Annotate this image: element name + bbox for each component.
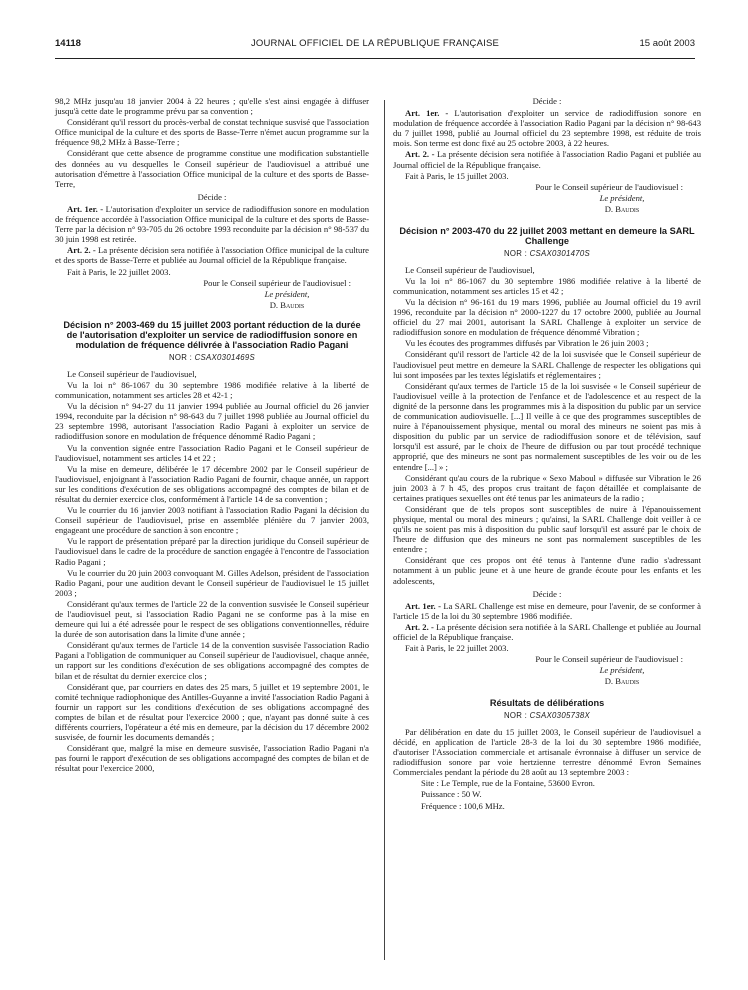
- page-header: [55, 36, 695, 52]
- header-rule: [55, 58, 695, 59]
- signature-line: Pour le Conseil supérieur de l'audiovisuel :: [535, 181, 683, 192]
- paragraph: Considérant que, malgré la mise en demeure susvisée, l'association Radio Pagani n'a pas fourni le rapport d'exécution de ses obligations accompagné des comptes de bilan et de résultat pour l'exercice 2000,: [55, 743, 369, 774]
- paragraph: Considérant qu'aux termes de l'article 22 de la convention susvisée le Conseil supérieur de l'audiovisuel peut, si l'association Radio Pagani ne se conforme pas à la mise en demeure qui lui a été adressée pour le respect de ses obligations conventionnelles, réduire la durée de son autorisation dans la limite d'une année ;: [55, 598, 369, 640]
- paragraph: Vu le rapport de présentation préparé par la direction juridique du Conseil supérieur de l'audiovisuel dans le cadre de la procédure de sanction engagée à l'encontre de l'association Radio Pagani ;: [55, 536, 369, 567]
- signature-role: Le président,: [599, 665, 645, 676]
- signature-name: D. Baudis: [269, 299, 305, 310]
- nor-reference: [393, 249, 701, 259]
- article-text: L'autorisation d'exploiter un service de radiodiffusion sonore en modulation de fréquence accordée à l'association Office municipal de la culture et des sports de Basse-Terre par la décision n° 93-705 du 26 octobre 1993 reconduite par la décision n° 98-537 du 30 juin 1998 est retirée.: [55, 203, 369, 245]
- right-column: [393, 96, 701, 812]
- paragraph: Le Conseil supérieur de l'audiovisuel,: [405, 264, 535, 275]
- signature-name: D. Baudis: [604, 203, 640, 214]
- decision-title: Décision n° 2003-469 du 15 juillet 2003 portant réduction de la durée de l'autorisation d'exploiter un service de radiodiffusion sonore en modulation de fréquence délivrée à l'association Radio Pagani: [63, 319, 361, 351]
- done-at: Fait à Paris, le 22 juillet 2003.: [67, 266, 171, 277]
- article-1: [393, 108, 701, 148]
- article-label: Art. 2. -: [405, 149, 435, 160]
- decide-heading: Décide :: [532, 96, 562, 106]
- paragraph: Vu la décision n° 94-27 du 11 janvier 1994 publiée au Journal officiel du 26 janvier 1994, reconduite par la décision n° 98-643 du 7 juillet 1998 publiée au Journal officiel du 23 septembre 1998, autorisant l'association Radio Pagani à exploiter un service de radiodiffusion sonore en modulation de fréquence dénommé Radio Pagani ;: [55, 401, 369, 442]
- paragraph: Vu la mise en demeure, délibérée le 17 décembre 2002 par le Conseil supérieur de l'audiovisuel, enjoignant à l'association Radio Pagani de fournir, chaque année, un rapport sur les conditions d'exécution de ses obligations accompagné des comptes de bilan et de résultat du dernier exercice clos, conformément à l'article 14 de sa convention ;: [55, 463, 369, 504]
- article-text: La SARL Challenge est mise en demeure, pour l'avenir, de se conformer à l'article 15 de la loi du 30 septembre 1986 modifiée.: [393, 600, 701, 621]
- nor-label: NOR :: [503, 248, 530, 258]
- paragraph: Vu la loi n° 86-1067 du 30 septembre 1986 modifiée relative à la liberté de communication, notamment ses articles 28 et 42-1 ;: [55, 379, 369, 401]
- paragraph: Considérant que ces propos ont été tenus à l'antenne d'une radio s'adressant notamment à un public jeune et à une heure de grande écoute pour les enfants et les adolescents,: [393, 555, 701, 586]
- article-label: Art. 1er. -: [405, 108, 449, 119]
- article-text: La présente décision sera notifiée à l'association Office municipal de la culture et des sports de Basse-Terre et publiée au Journal officiel de la République française.: [55, 245, 369, 266]
- article-label: Art. 2. -: [67, 245, 96, 256]
- paragraph: Vu la convention signée entre l'association Radio Pagani et le Conseil supérieur de l'audiovisuel, notamment ses articles 14 et 22 ;: [55, 442, 369, 463]
- nor-label: NOR :: [503, 710, 530, 720]
- paragraph: Vu le courrier du 16 janvier 2003 notifiant à l'association Radio Pagani la décision du Conseil supérieur de l'audiovisuel, prise en assemblée plénière du 7 janvier 2003, engageant une procédure de sanction à son encontre ;: [55, 505, 369, 536]
- nor-label: NOR :: [168, 352, 195, 362]
- frequency-line: Fréquence : 100,6 MHz.: [421, 800, 505, 811]
- paragraph: Le Conseil supérieur de l'audiovisuel,: [67, 368, 197, 379]
- signature-role: Le président,: [599, 192, 645, 203]
- paragraph: Considérant qu'il ressort du procès-verbal de constat technique susvisé que l'association Office municipal de la culture et des sports de Basse-Terre n'émet aucun programme sur la fréquence 98,2 MHz à Basse-Terre ;: [55, 117, 369, 148]
- article-label: Art. 1er. -: [67, 203, 104, 214]
- paragraph: Par délibération en date du 15 juillet 2003, le Conseil supérieur de l'audiovisuel a décidé, en application de l'article 28-3 de la loi du 30 septembre 1986 modifiée, d'autoriser l'Association commerciale et artisanale évronnaise à diffuser un service de radiodiffusion sonore par voie hertzienne terrestre dénommé Evron Semaines Commerciales pendant la période du 28 août au 13 septembre 2003 :: [393, 726, 701, 778]
- article-2: [393, 149, 701, 169]
- page-number: 14118: [55, 38, 81, 49]
- paragraph: Vu la décision n° 96-161 du 19 mars 1996, publiée au Journal officiel du 19 avril 1996, reconduite par la décision n° 2000-1227 du 17 octobre 2000, publiée au Journal officiel du 27 mai 2001, autorisant la SARL Challenge à exploiter un service de radiodiffusion sonore en modulation de fréquence dénommé Vibration ;: [393, 297, 701, 338]
- nor-code: CSAX0305738X: [529, 710, 590, 720]
- article-text: L'autorisation d'exploiter un service de radiodiffusion sonore en modulation de fréquence accordée à l'association Radio Pagani par la décision n° 98-643 du 7 juillet 1998, publié au Journal officiel du 23 septembre 1998, est réduite de trois mois. Son terme est donc fixé au 25 octobre 2003, à 22 heures.: [393, 108, 701, 149]
- paragraph: Considérant qu'aux termes de l'article 15 de la loi susvisée « le Conseil supérieur de l'audiovisuel veille à la protection de l'enfance et de l'adolescence et au respect de la dignité de la personne dans les programmes mis à la disposition du public par un service de communication audiovisuelle. [...] Il veille à ce que des programmes susceptibles de nuire à l'épanouissement physique, mental ou moral des mineurs ne soient pas mis à disposition du public par un service de radiodiffusion sonore et de télévision, sauf lorsqu'il est assuré, par le choix de l'heure de diffusion ou par tout procédé technique approprié, que des mineurs ne sont pas normalement susceptibles de les voir ou de les entendre [...] » ;: [393, 380, 701, 472]
- paragraph: Vu les écoutes des programmes diffusés par Vibration le 26 juin 2003 ;: [405, 338, 649, 349]
- site-line: Site : Le Temple, rue de la Fontaine, 53600 Evron.: [421, 778, 595, 789]
- decide-heading: Décide :: [532, 588, 562, 599]
- article-text: La présente décision sera notifiée à la SARL Challenge et publiée au Journal officiel de la République française.: [393, 621, 701, 642]
- column-divider: [384, 100, 385, 960]
- done-at: Fait à Paris, le 15 juillet 2003.: [405, 170, 509, 181]
- nor-reference: [55, 353, 369, 363]
- nor-reference: [393, 711, 701, 721]
- article-1: [393, 601, 701, 621]
- article-2: [55, 245, 369, 265]
- article-label: Art. 1er. -: [405, 600, 441, 611]
- article-text: La présente décision sera notifiée à l'association Radio Pagani et publiée au Journal officiel de la République française.: [393, 149, 701, 170]
- results-title: Résultats de délibérations: [489, 698, 605, 709]
- paragraph: 98,2 MHz jusqu'au 18 janvier 2004 à 22 heures ; qu'elle s'est ainsi engagée à diffuser jusqu'à cette date le programme prévu par sa convention ;: [55, 96, 369, 117]
- paragraph: Vu la loi n° 86-1067 du 30 septembre 1986 modifiée relative à la liberté de communication, notamment ses articles 15 et 42 ;: [393, 275, 701, 296]
- signature-name: D. Baudis: [604, 676, 640, 687]
- done-at: Fait à Paris, le 22 juillet 2003.: [405, 643, 509, 654]
- paragraph: Considérant que cette absence de programme constitue une modification substantielle des données au vu desquelles le Conseil supérieur de l'audiovisuel a attribué une autorisation d'émettre à l'association Office municipal de la culture et des sports de Basse-Terre,: [55, 148, 369, 189]
- signature-line: Pour le Conseil supérieur de l'audiovisuel :: [203, 277, 351, 288]
- nor-code: CSAX0301469S: [194, 352, 255, 362]
- paragraph: Considérant qu'il ressort de l'article 42 de la loi susvisée que le Conseil supérieur de l'audiovisuel peut mettre en demeure la SARL Challenge de respecter les obligations qui lui sont imposées par les textes législatifs et réglementaires ;: [393, 349, 701, 380]
- paragraph: Considérant que de tels propos sont susceptibles de nuire à l'épanouissement physique, mental ou moral des mineurs ; qu'ainsi, la SARL Challenge doit veiller à ce qu'ils ne soient pas mis à disposition du public sauf lorsqu'il est assuré par le choix de l'heure de diffusion que des mineurs ne sont pas normalement susceptibles de les entendre ;: [393, 503, 701, 555]
- power-line: Puissance : 50 W.: [421, 789, 482, 800]
- issue-date: 15 août 2003: [639, 38, 695, 49]
- paragraph: Considérant qu'au cours de la rubrique « Sexo Maboul » diffusée sur Vibration le 26 juin 2003 à 7 h 45, des propos crus traitant de façon détaillée et complaisante de certaines pratiques sexuelles ont été tenus par les animateurs de la radio ;: [393, 472, 701, 503]
- article-2: [393, 622, 701, 642]
- paragraph: Considérant que, par courriers en dates des 25 mars, 5 juillet et 19 septembre 2001, le comité technique radiophonique des Antilles-Guyanne a invité l'association Radio Pagani à fournir un rapport sur les conditions d'exécution de ses obligations accompagné des comptes de bilan et de résultat pour l'exercice 2000 ; que, n'ayant pas donné suite à ces différents courriers, l'opérateur a été mis en demeure, par la décision du 17 décembre 2002 susvisée, de fournir les documents demandés ;: [55, 681, 369, 743]
- nor-code: CSAX0301470S: [529, 248, 590, 258]
- paragraph: Considérant qu'aux termes de l'article 14 de la convention susvisée l'association Radio Pagani a l'obligation de communiquer au Conseil supérieur de l'audiovisuel, chaque année, un rapport sur les conditions d'exécution de ses obligations accompagné des comptes de bilan et de résultat du dernier exercice clos ;: [55, 640, 369, 681]
- paragraph: Vu le courrier du 20 juin 2003 convoquant M. Gilles Adelson, président de l'association Radio Pagani, pour une audition devant le Conseil supérieur de l'audiovisuel le 15 juillet 2003 ;: [55, 567, 369, 598]
- journal-title: JOURNAL OFFICIEL DE LA RÉPUBLIQUE FRANÇAISE: [250, 38, 500, 49]
- signature-role: Le président,: [264, 288, 310, 299]
- decide-heading: Décide :: [197, 191, 227, 202]
- signature-line: Pour le Conseil supérieur de l'audiovisuel :: [535, 654, 683, 665]
- article-1: [55, 204, 369, 244]
- article-label: Art. 2. -: [405, 621, 434, 632]
- left-column: [55, 96, 369, 775]
- decision-title: Décision n° 2003-470 du 22 juillet 2003 mettant en demeure la SARL Challenge: [399, 226, 695, 247]
